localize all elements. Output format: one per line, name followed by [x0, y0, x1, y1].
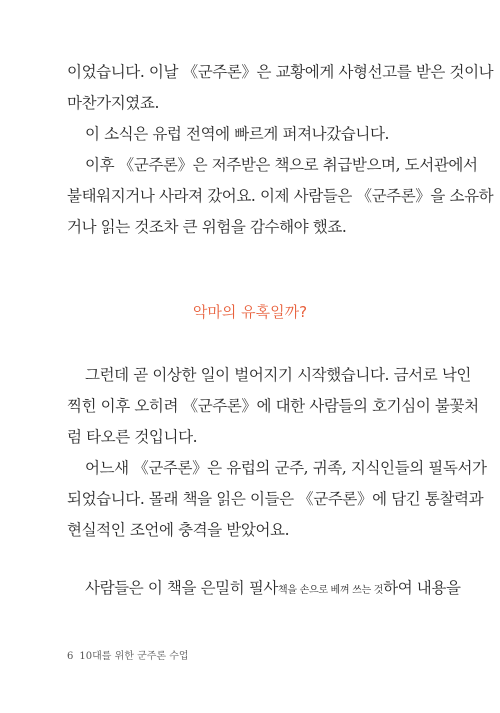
body-line: 이었습니다. 이날 《군주론》은 교황에게 사형선고를 받은 것이나: [67, 63, 494, 81]
section-heading: 악마의 유혹일까?: [192, 303, 308, 321]
body-line: 이후 《군주론》은 저주받은 책으로 취급받으며, 도서관에서: [85, 156, 478, 174]
body-line: 럼 타오른 것입니다.: [67, 428, 198, 446]
body-line: 거나 읽는 것조차 큰 위험을 감수해야 했죠.: [67, 218, 347, 236]
page-number: 6: [67, 651, 74, 662]
running-title: 10대를 위한 군주론 수업: [79, 651, 189, 662]
body-line-with-note: [85, 578, 461, 601]
page-footer: [67, 650, 189, 664]
body-line: 마찬가지였죠.: [67, 94, 159, 112]
body-line: 불태워지거나 사라져 갔어요. 이제 사람들은 《군주론》을 소유하: [67, 187, 494, 205]
inline-gloss: 책을 손으로 베껴 쓰는 것: [278, 585, 384, 596]
body-line: 되었습니다. 몰래 책을 읽은 이들은 《군주론》에 담긴 통찰력과: [67, 490, 484, 508]
body-line: 그런데 곧 이상한 일이 벌어지기 시작했습니다. 금서로 낙인: [85, 366, 471, 384]
body-line: 어느새 《군주론》은 유럽의 군주, 귀족, 지식인들의 필독서가: [85, 459, 487, 477]
body-line: 찍힌 이후 오히려 《군주론》에 대한 사람들의 호기심이 불꽃처: [67, 397, 479, 415]
body-line: 현실적인 조언에 충격을 받았어요.: [67, 521, 290, 539]
body-line: 이 소식은 유럽 전역에 빠르게 퍼져나갔습니다.: [85, 125, 390, 143]
body-text: 사람들은 이 책을 은밀히 필사: [85, 579, 278, 597]
body-text: 하여 내용을: [383, 579, 461, 597]
